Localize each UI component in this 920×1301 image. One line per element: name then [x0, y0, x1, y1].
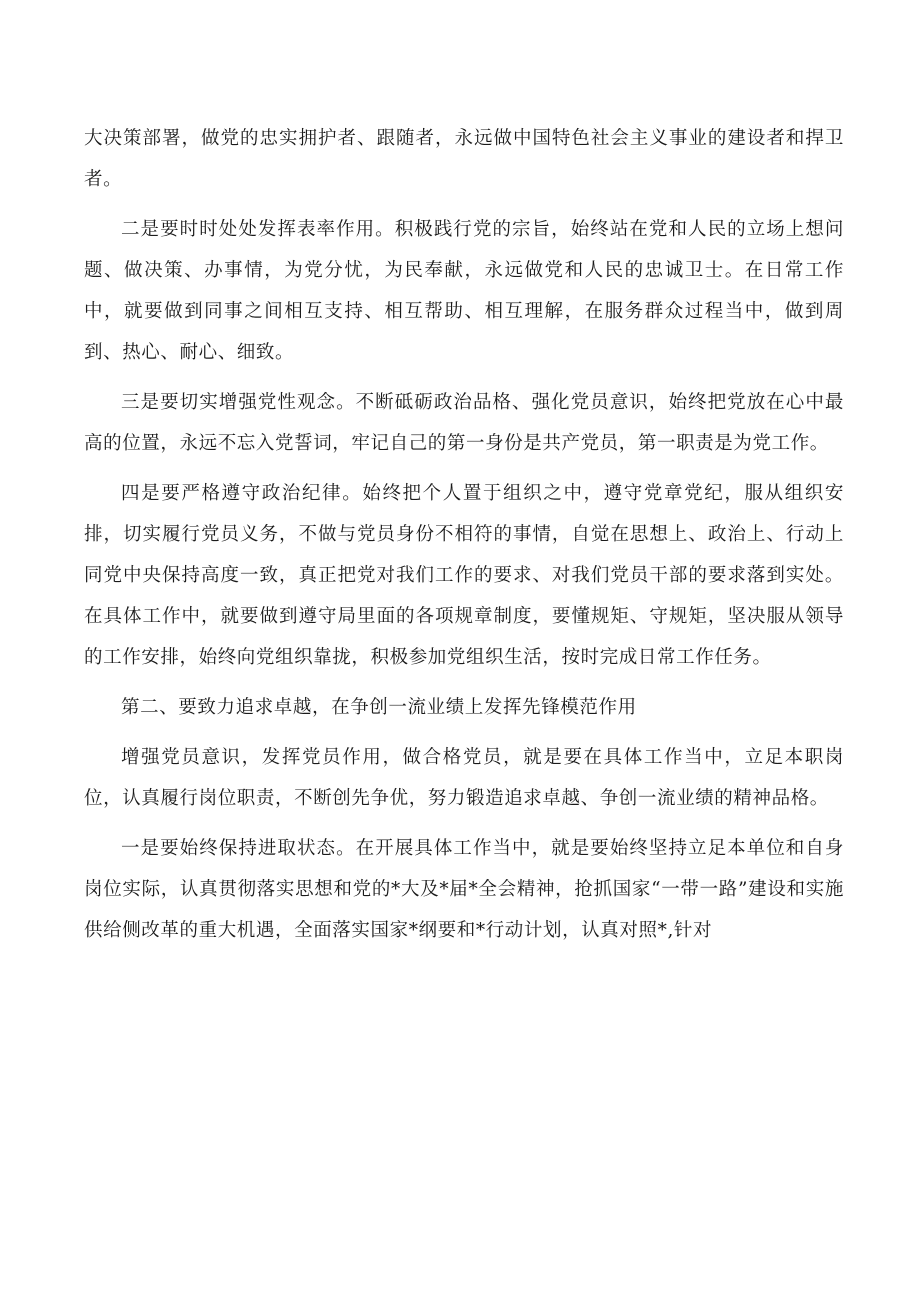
paragraph-3: 三是要切实增强党性观念。不断砥砺政治品格、强化党员意识，始终把党放在心中最高的位置，永远不忘入党誓词，牢记自己的第一身份是共产党员，第一职责是为党工作。	[84, 392, 844, 454]
paragraph-6: 一是要始终保持进取状态。在开展具体工作当中，就是要始终坚持立足本单位和自身岗位实际，认真贯彻落实思想和党的*大及*届*全会精神，抢抓国家“一带一路”建设和实施供给侧改革的重大机遇，全面落实国家*纲要和*行动计划，认真对照*,针对	[84, 838, 844, 941]
section-heading: 第二、要致力追求卓越，在争创一流业绩上发挥先锋模范作用	[121, 697, 637, 718]
paragraph-1: 大决策部署，做党的忠实拥护者、跟随者，永远做中国特色社会主义事业的建设者和捍卫者。	[84, 128, 844, 190]
paragraph-5: 增强党员意识，发挥党员作用，做合格党员，就是要在具体工作当中，立足本职岗位，认真履行岗位职责，不断创先争优，努力锻造追求卓越、争创一流业绩的精神品格。	[84, 747, 844, 809]
document-body	[84, 118, 844, 960]
paragraph-2: 二是要时时处处发挥表率作用。积极践行党的宗旨，始终站在党和人民的立场上想问题、做决策、办事情，为党分忧，为民奉献，永远做党和人民的忠诚卫士。在日常工作中，就要做到同事之间相互支持、相互帮助、相互理解，在服务群众过程当中，做到周到、热心、耐心、细致。	[84, 219, 844, 363]
paragraph-4: 四是要严格遵守政治纪律。始终把个人置于组织之中，遵守党章党纪，服从组织安排，切实履行党员义务，不做与党员身份不相符的事情，自觉在思想上、政治上、行动上同党中央保持高度一致，真正把党对我们工作的要求、对我们党员干部的要求落到实处。在具体工作中，就要做到遵守局里面的各项规章制度，要懂规矩、守规矩，坚决服从领导的工作安排，始终向党组织靠拢，积极参加党组织生活，按时完成日常工作任务。	[84, 483, 844, 668]
